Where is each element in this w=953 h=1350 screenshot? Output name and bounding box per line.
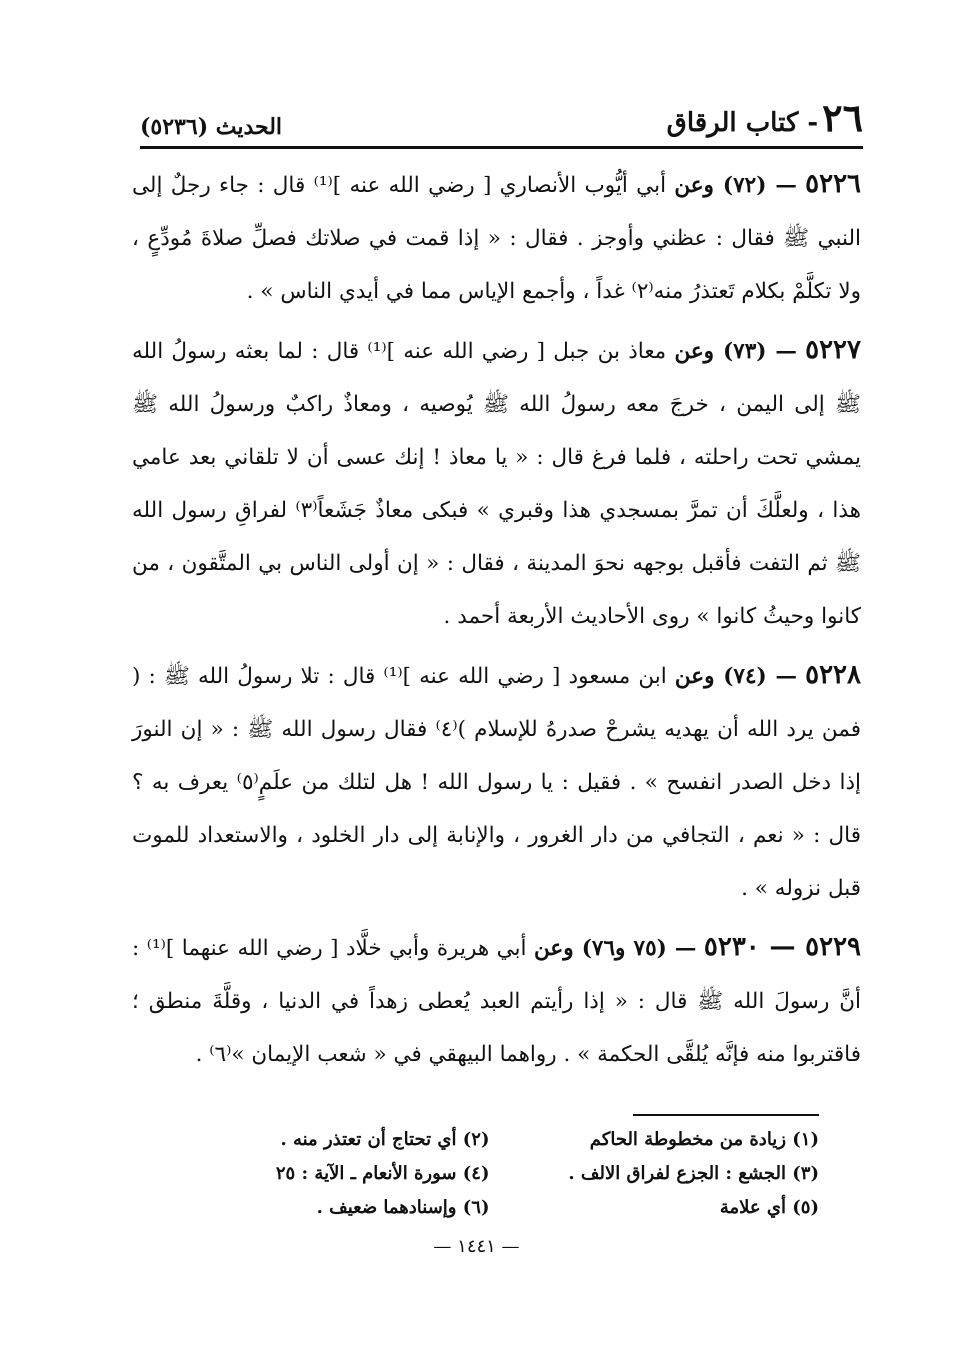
hadith-ref: — (٧٢) وعن — [674, 173, 797, 198]
chapter-number: ٢٦ — [822, 95, 863, 140]
hadith-text: أبي هريرة وأبي خلَّاد [ رضي الله عنهما ]⁽¹⁾ : أنَّ رسولَ الله ﷺ قال : « إذا رأيتم العبد يُعطى زهداً في الدنيا ، وقلَّةَ منطق ؛ فاقتربوا منه فإنَّه يُلقَّى الحكمة » . رواهما البيهقي في « شعب الإيمان »⁽٦⁾ . — [132, 936, 861, 1067]
hadith-ref: — (٧٤) وعن — [674, 664, 797, 689]
page-number: — ١٤٤١ — — [433, 1236, 520, 1257]
chapter-heading — [667, 95, 863, 140]
hadith-entry — [132, 921, 861, 1081]
hadith-range: الحديث (٥٢٣٦) — [140, 114, 283, 140]
hadith-number: ٥٢٢٨ — [805, 660, 861, 690]
footnote-divider — [633, 1114, 819, 1116]
hadith-text: أبي أيُّوب الأنصاري [ رضي الله عنه ]⁽¹⁾ قال : جاء رجلٌ إلى النبي ﷺ فقال : عظني وأوجز . فقال : « إذا قمت في صلاتك فصلِّ صلاةَ مُودِّعٍ ، ولا تكلَّمْ بكلام تَعتذرُ منه⁽٢⁾ غداً ، وأجمع الإياس مما في أيدي الناس » . — [132, 173, 861, 304]
footnotes — [200, 1126, 819, 1222]
footnote-item: (١) زيادة من مخطوطة الحاكم — [589, 1129, 819, 1150]
hadith-ref: — (٧٣) وعن — [674, 339, 797, 364]
footnote-item: (٢) أي تحتاج أن تعتذر منه . — [280, 1129, 490, 1150]
hadith-text: معاذ بن جبل [ رضي الله عنه ]⁽¹⁾ قال : لما بعثه رسولُ الله ﷺ إلى اليمن ، خرجَ معه رسولُ الله ﷺ يُوصيه ، ومعاذٌ راكبٌ ورسولُ الله ﷺ يمشي تحت راحلته ، فلما فرغ قال : « يا معاذ ! إنك عسى أن لا تلقاني بعد عامي هذا ، ولعلَّكَ أن تمرَّ بمسجدي هذا وقبري » فبكى معاذٌ جَشَعاً⁽٣⁾ لفراقِ رسول الله ﷺ ثم التفت فأقبل بوجهه نحوَ المدينة ، فقال : « إن أولى الناس بي المتَّقون ، من كانوا وحيثُ كانوا » روى الأحاديث الأربعة أحمد . — [132, 339, 861, 629]
hadith-text: ابن مسعود [ رضي الله عنه ]⁽¹⁾ قال : تلا رسولُ الله ﷺ : ( فمن يرد الله أن يهديه يشرحْ صدرهُ للإسلام )⁽٤⁾ فقال رسول الله ﷺ : « إن النورَ إذا دخل الصدر انفسح » . فقيل : يا رسول الله ! هل لتلك من علَمٍ⁽٥⁾ يعرف به ؟ قال : « نعم ، التجافي من دار الغرور ، والإنابة إلى دار الخلود ، والاستعداد للموت قبل نزوله » . — [132, 664, 861, 901]
hadith-number: ٥٢٢٦ — [805, 169, 861, 199]
footnote-item: (٦) وإسنادهما ضعيف . — [316, 1197, 490, 1218]
chapter-title: - كتاب الرقاق — [666, 108, 819, 138]
hadith-number: ٥٢٢٩ — ٥٢٣٠ — [703, 932, 861, 962]
main-text — [132, 158, 861, 1087]
footnote-item: (٤) سورة الأنعام ـ الآية : ٢٥ — [275, 1163, 490, 1184]
hadith-number: ٥٢٢٧ — [805, 335, 861, 365]
footnote-item: (٣) الجشع : الجزع لفراق الالف . — [568, 1163, 819, 1184]
hadith-ref: — (٧٥ و٧٦) وعن — [534, 936, 697, 961]
hadith-entry — [132, 324, 861, 643]
hadith-entry — [132, 158, 861, 318]
hadith-entry — [132, 649, 861, 915]
footnote-item: (٥) أي علامة — [719, 1197, 819, 1218]
running-header — [140, 92, 863, 149]
